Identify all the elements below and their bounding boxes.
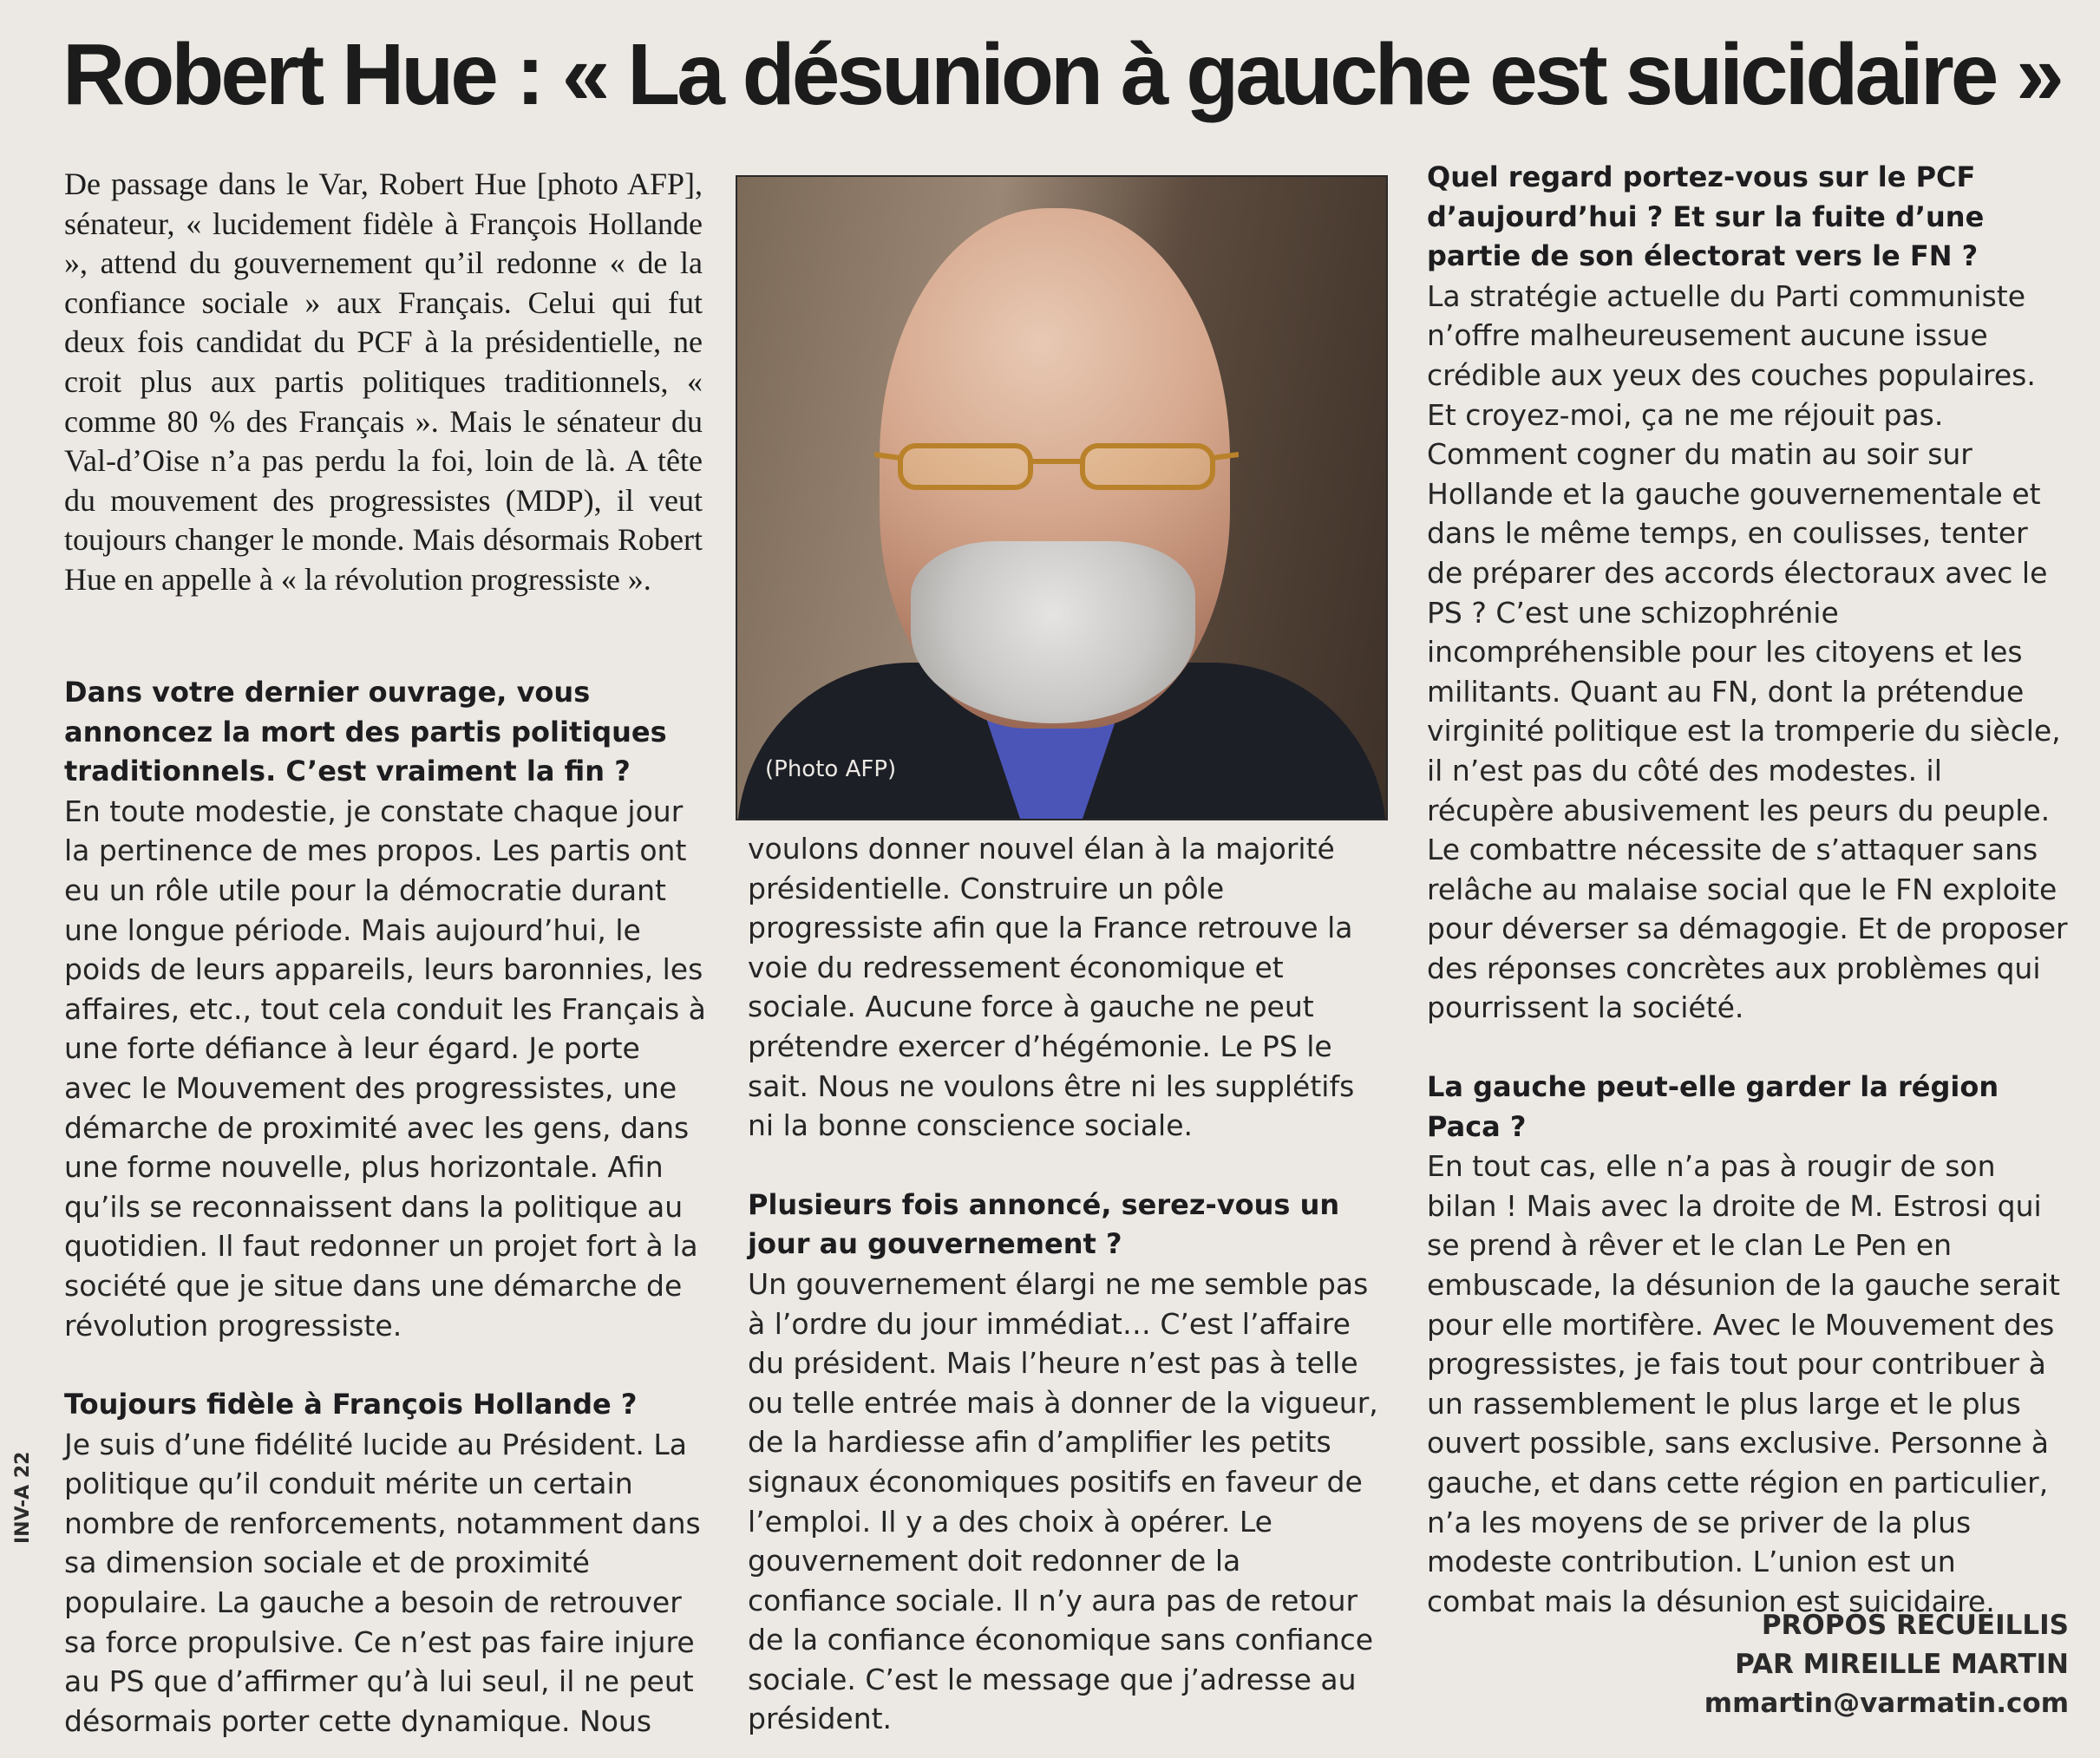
byline-email: mmartin@varmatin.com bbox=[1704, 1688, 2069, 1719]
byline bbox=[1704, 1606, 2069, 1723]
answer-2-continued: voulons donner nouvel élan à la majorité présidentielle. Construire un pôle progressiste afin que la France retrouve la voie du redressement économique et sociale. Aucune force à gauche ne peut prétendre exercer d’hégémonie. Le PS le sait. Nous ne voulons être ni les supplétifs ni la bonne conscience sociale. bbox=[748, 832, 1355, 1143]
byline-line-2: PAR MIREILLE MARTIN bbox=[1735, 1649, 2069, 1680]
photo-caption: (Photo AFP) bbox=[765, 756, 897, 782]
spacer bbox=[64, 1345, 706, 1385]
answer-1: En toute modestie, je constate chaque jour la pertinence de mes propos. Les partis ont eu un rôle utile pour la démocratie durant une longue période. Mais aujourd’hui, le poids de leurs appareils, leurs baronnies, les affaires, etc., tout cela conduit les Français à une forte défiance à leur égard. Je porte avec le Mouvement des progressistes, une démarche de proximité avec les gens, dans une forme nouvelle, plus horizontale. Afin qu’ils se reconnaissent dans la politique au quotidien. Il faut redonner un projet fort à la société que je situe dans une démarche de révolution progressiste. bbox=[64, 794, 706, 1343]
answer-3: Un gouvernement élargi ne me semble pas à l’ordre du jour immédiat… C’est l’affaire du président. Mais l’heure n’est pas à telle ou telle entrée mais à donner de la vigueur, de la hardiesse afin d’amplifier les petits signaux économiques positifs en faveur de l’emploi. Il y a des choix à opérer. Le gouvernement doit redonner de la confiance sociale. Il n’y aura pas de retour de la confiance économique sans confiance sociale. C’est le message que j’adresse au président. bbox=[748, 1266, 1378, 1736]
page-side-code: INV-A 22 bbox=[12, 1451, 34, 1544]
column-right bbox=[1427, 158, 2069, 1621]
glasses-icon bbox=[874, 437, 1239, 498]
byline-line-1: PROPOS RECUEILLIS bbox=[1761, 1610, 2069, 1641]
question-2: Toujours fidèle à François Hollande ? bbox=[64, 1388, 638, 1421]
headline: Robert Hue : « La désunion à gauche est suicidaire » bbox=[62, 26, 2061, 123]
question-1: Dans votre dernier ouvrage, vous annoncez la mort des partis politiques traditionnels. C’est vraiment la fin ? bbox=[64, 676, 667, 788]
intro-paragraph bbox=[64, 165, 703, 600]
spacer bbox=[748, 1146, 1381, 1186]
answer-4: La stratégie actuelle du Parti communiste n’offre malheureusement aucune issue crédible aux yeux des couches populaires. Et croyez-moi, ça ne me réjouit pas. Comment cogner du matin au soir sur Hollande et la gauche gouvernementale et dans le même temps, en coulisses, tenter de préparer des accords électoraux avec le PS ? C’est une schizophrénie incompréhensible pour les citoyens et les militants. Quant au FN, dont la prétendue virginité politique est la tromperie du siècle, il n’est pas du côté des modestes. il récupère abusivement les peurs du peuple. Le combattre nécessite de s’attaquer sans relâche au malaise social que le FN exploite pour déverser sa démagogie. Et de proposer des réponses concrètes aux problèmes qui pourrissent la société. bbox=[1427, 278, 2068, 1025]
question-3: Plusieurs fois annoncé, serez-vous un jour au gouvernement ? bbox=[748, 1187, 1340, 1261]
intro-text: De passage dans le Var, Robert Hue [photo AFP], sénateur, « lucidement fidèle à François Hollande », attend du gouvernement qu’il redonne « de la confiance sociale » aux Français. Celui qui fut deux fois candidat du PCF à la présidentielle, ne croit plus aux partis politiques traditionnels, « comme 80 % des Français ». Mais le sénateur du Val-d’Oise n’a pas perdu la foi, loin de là. A tête du mouvement des progressistes (MDP), il veut toujours changer le monde. Mais désormais Robert Hue en appelle à « la révolution progressiste ». bbox=[64, 167, 703, 597]
question-5: La gauche peut-elle garder la région Paca ? bbox=[1427, 1070, 1999, 1143]
column-middle bbox=[748, 829, 1381, 1739]
question-4: Quel regard portez-vous sur le PCF d’aujourd’hui ? Et sur la fuite d’une partie de son électorat vers le FN ? bbox=[1427, 160, 1985, 273]
column-left bbox=[64, 673, 706, 1741]
answer-2: Je suis d’une fidélité lucide au Président. La politique qu’il conduit mérite un certain nombre de renforcements, notamment dans sa dimension sociale et de proximité populaire. La gauche a besoin de retrouver sa force propulsive. Ce n’est pas faire injure au PS que d’affirmer qu’à lui seul, il ne peut désormais porter cette dynamique. Nous bbox=[64, 1427, 701, 1738]
answer-5: En tout cas, elle n’a pas à rougir de son bilan ! Mais avec la droite de M. Estrosi qui se prend à rêver et le clan Le Pen en embuscade, la désunion de la gauche serait pour elle mortifère. Avec le Mouvement des progressistes, je fais tout pour contribuer à un rassemblement le plus large et le plus ouvert possible, sans exclusive. Personne à gauche, et dans cette région en particulier, n’a les moyens de se priver de la plus modeste contribution. L’union est un combat mais la désunion est suicidaire. bbox=[1427, 1149, 2060, 1618]
photo-beard bbox=[911, 541, 1195, 723]
spacer bbox=[1427, 1028, 2069, 1068]
portrait-photo bbox=[736, 175, 1388, 820]
